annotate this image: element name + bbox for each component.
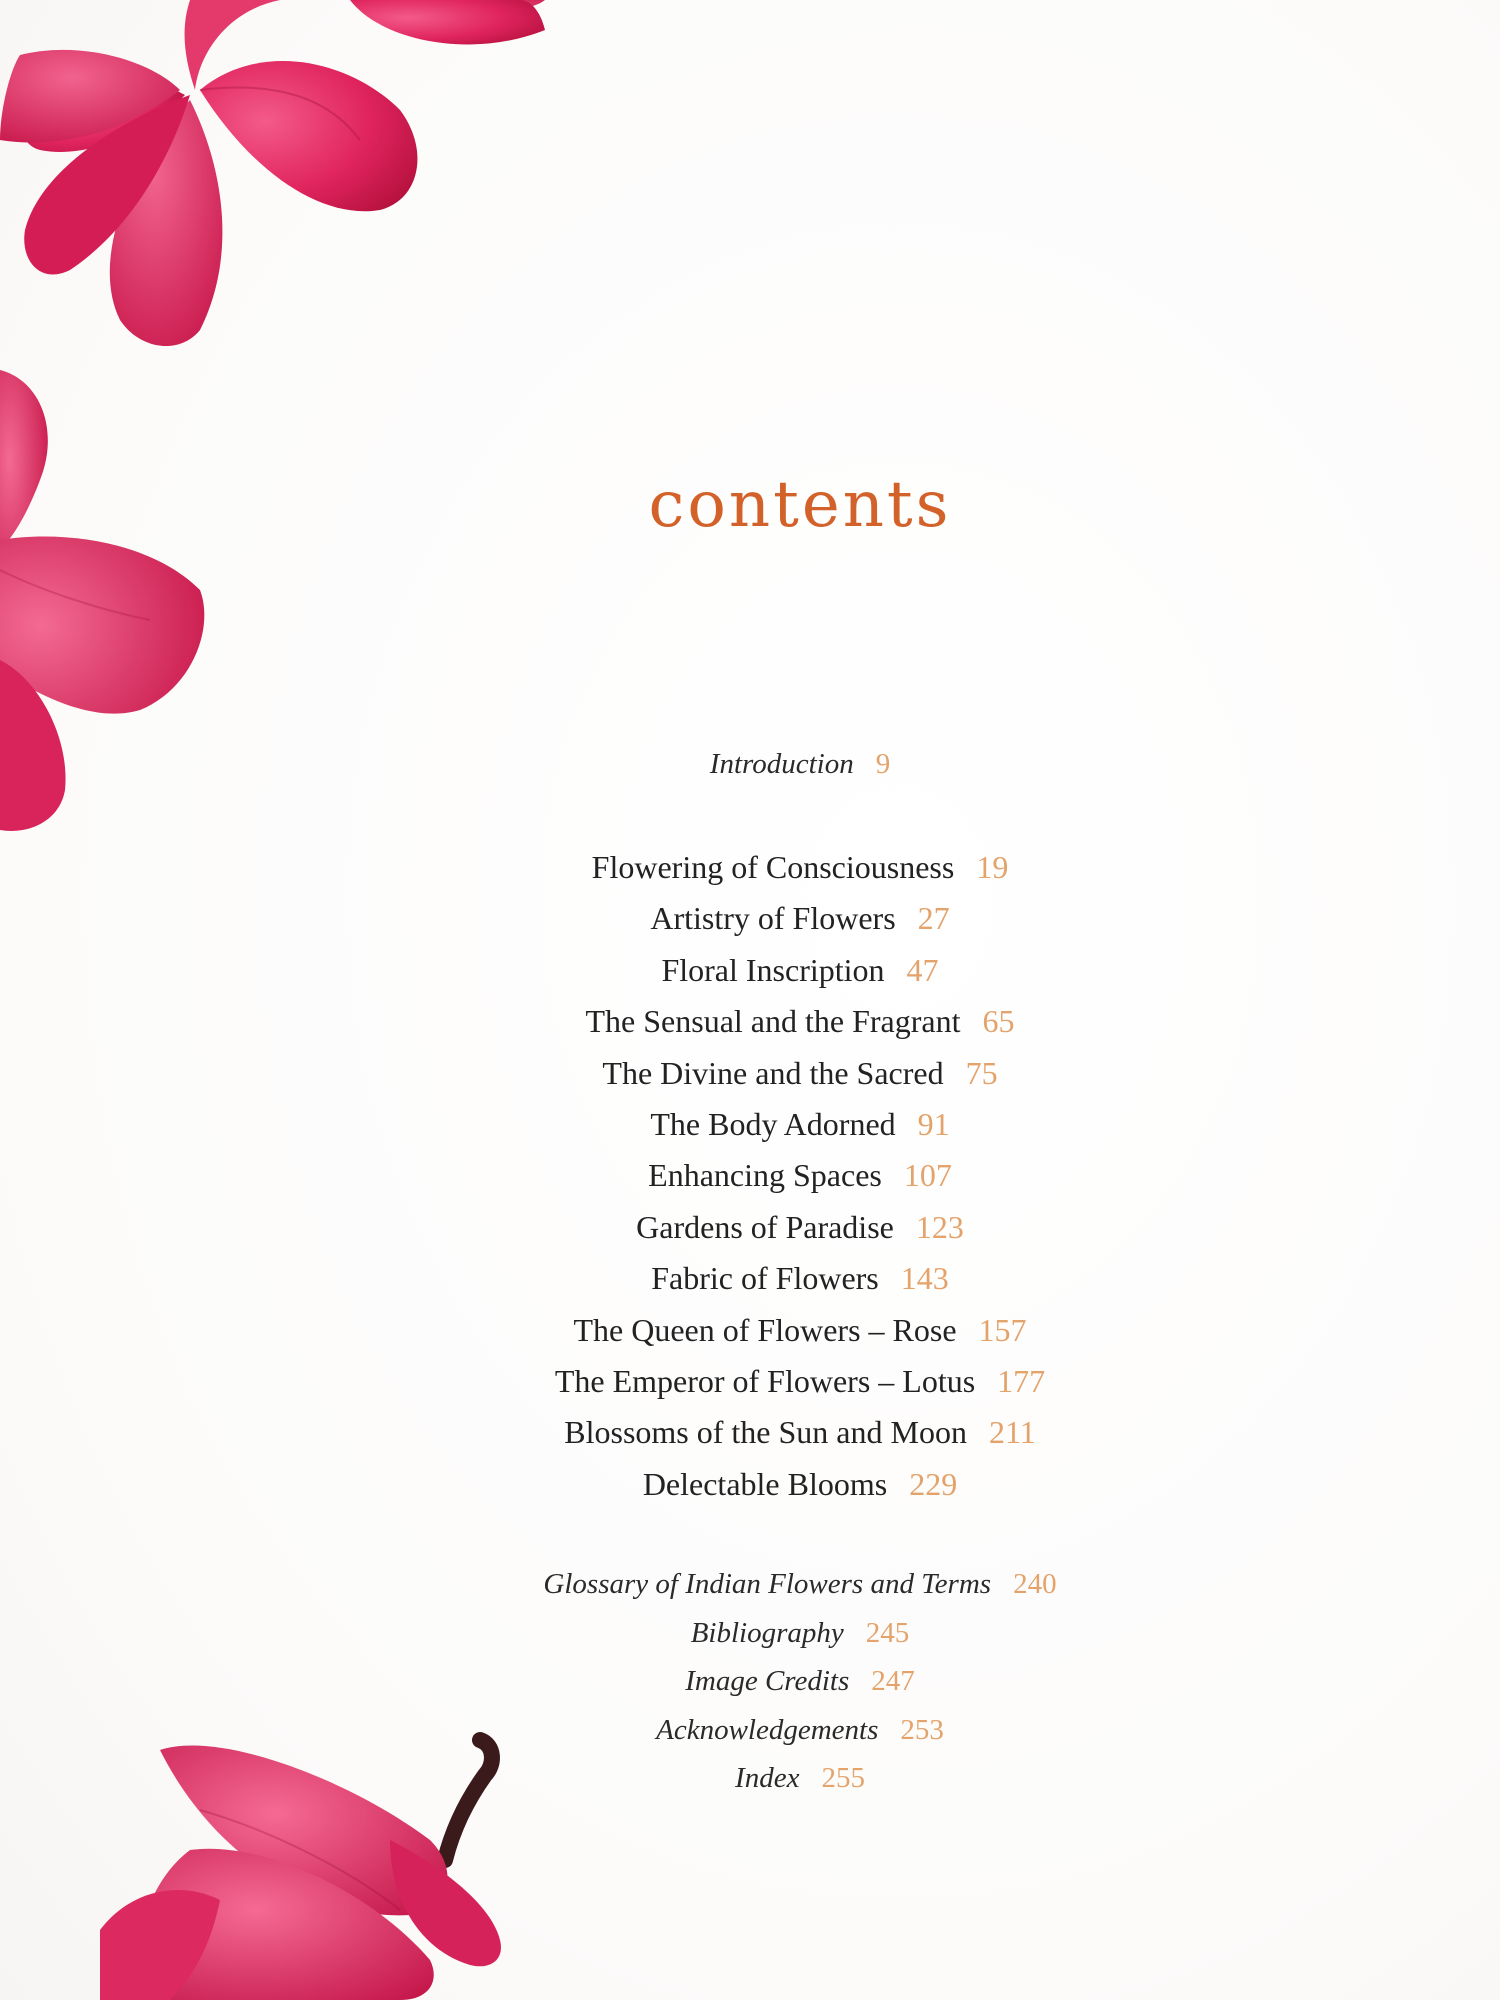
toc-entry-page: 107	[903, 1157, 952, 1194]
toc-entry	[0, 945, 1500, 996]
toc-entry-page: 91	[917, 1106, 950, 1143]
toc-entry-label: The Divine and the Sacred	[602, 1054, 944, 1091]
toc-entry	[0, 842, 1500, 893]
toc-entry-label: The Emperor of Flowers – Lotus	[554, 1363, 976, 1400]
toc-entry-page: 65	[982, 1003, 1015, 1040]
toc-entry-page: 245	[865, 1616, 910, 1649]
toc-entry-page: 47	[906, 951, 939, 988]
toc-entry-label: Flowering of Consciousness	[591, 849, 955, 885]
toc-entry-label: Fabric of Flowers	[651, 1260, 879, 1297]
toc-entry-page: 255	[821, 1762, 865, 1795]
toc-entry-page: 211	[988, 1414, 1036, 1451]
toc-entry	[0, 1253, 1500, 1304]
toc-entry	[0, 1754, 1500, 1803]
toc-entry-label: Acknowledgements	[656, 1713, 879, 1746]
toc-entry-label: The Queen of Flowers – Rose	[573, 1311, 957, 1348]
toc-entry-page: 9	[875, 748, 891, 780]
toc-entry	[0, 1305, 1500, 1356]
toc-entry	[0, 1560, 1500, 1609]
toc-entry-label: Index	[735, 1762, 800, 1795]
toc-entry-label: The Sensual and the Fragrant	[585, 1003, 961, 1040]
toc-entry	[0, 1459, 1500, 1510]
toc-entry-label: Introduction	[709, 748, 854, 780]
frangipani-flower-top-left	[0, 0, 560, 360]
toc-entry	[0, 1202, 1500, 1253]
toc-entry-label: Delectable Blooms	[642, 1465, 888, 1502]
toc-entry-label: Artistry of Flowers	[650, 900, 896, 937]
toc-chapters	[0, 842, 1500, 1510]
toc-introduction	[0, 748, 1500, 781]
toc-entry	[0, 1099, 1500, 1150]
toc-entry-page: 143	[900, 1260, 949, 1297]
toc-entry	[0, 1706, 1500, 1755]
toc-entry-label: Enhancing Spaces	[648, 1157, 882, 1194]
page-title: contents	[648, 468, 952, 542]
toc-entry-page: 157	[978, 1311, 1027, 1348]
toc-entry-page: 240	[1013, 1568, 1057, 1600]
toc-entry-page: 19	[976, 849, 1009, 885]
toc-entry-label: Blossoms of the Sun and Moon	[564, 1414, 967, 1451]
toc-entry-label: Image Credits	[685, 1665, 850, 1698]
toc-entry	[0, 1048, 1500, 1099]
toc-entry	[0, 893, 1500, 944]
toc-entry	[0, 1609, 1500, 1658]
toc-entry	[0, 1150, 1500, 1201]
toc-entry	[0, 748, 1500, 781]
toc-entry-page: 247	[871, 1665, 915, 1698]
toc-entry-label: The Body Adorned	[650, 1106, 896, 1143]
toc-entry-label: Glossary of Indian Flowers and Terms	[543, 1568, 992, 1600]
toc-entry-page: 177	[997, 1363, 1046, 1400]
toc-entry-page: 229	[909, 1465, 958, 1502]
toc-entry-page: 123	[915, 1208, 964, 1245]
toc-entry-label: Bibliography	[690, 1616, 844, 1649]
toc-entry	[0, 1407, 1500, 1458]
toc-entry	[0, 1657, 1500, 1706]
toc-entry-label: Floral Inscription	[661, 951, 885, 988]
toc-entry-page: 75	[965, 1054, 998, 1091]
toc-entry-page: 27	[917, 900, 950, 937]
toc-entry	[0, 996, 1500, 1047]
toc-entry-page: 253	[900, 1713, 944, 1746]
toc-entry	[0, 1356, 1500, 1407]
toc-back-matter	[0, 1560, 1500, 1803]
toc-entry-label: Gardens of Paradise	[636, 1208, 894, 1245]
